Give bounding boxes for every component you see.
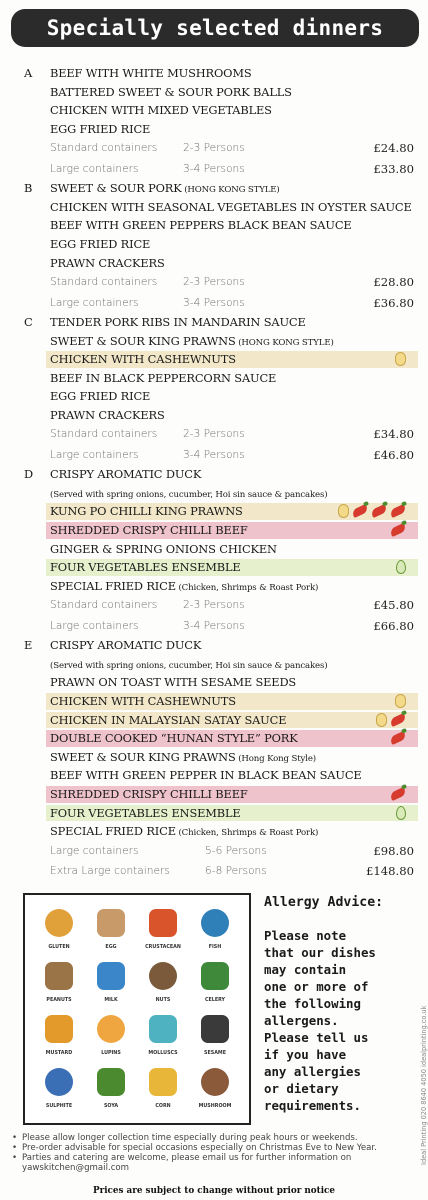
set-menu-b — [0, 179, 428, 313]
dish-text — [50, 198, 412, 217]
chilli-icon — [370, 504, 388, 518]
menu-dish — [0, 332, 428, 351]
menu-dish — [0, 692, 428, 711]
celery-icon — [201, 962, 229, 990]
allergen-label: PEANUTS — [46, 998, 72, 1003]
dish-text — [50, 484, 327, 505]
dish-text — [50, 120, 150, 139]
dish-name: PRAWN CRACKERS — [50, 255, 165, 270]
menu-dish — [0, 406, 428, 425]
menu-dish — [0, 254, 428, 273]
serving-size: 2-3 Persons — [183, 276, 245, 289]
dish-text — [50, 406, 165, 425]
dish-name: CHICKEN WITH CASHEWNUTS — [50, 352, 236, 367]
shell-icon — [149, 1015, 177, 1043]
container-size: Standard containers — [50, 276, 158, 289]
price: £28.80 — [373, 275, 414, 290]
milk-icon — [97, 962, 125, 990]
chilli-icon — [389, 713, 407, 727]
dish-text — [50, 577, 318, 598]
menu-dish — [0, 369, 428, 388]
menu-dish — [0, 558, 428, 577]
dish-icons — [396, 806, 406, 821]
printer-credit — [415, 1005, 428, 1168]
mushroom-icon — [201, 1068, 229, 1096]
leaf-icon — [396, 560, 406, 574]
dish-text — [50, 822, 318, 843]
menu-dish — [0, 235, 428, 254]
peanut-icon — [45, 962, 73, 990]
allergy-advice — [264, 895, 424, 1114]
dish-name: SWEET & SOUR PORK — [50, 181, 182, 196]
allergen-label: SESAME — [204, 1051, 226, 1056]
fish-icon — [201, 909, 229, 937]
allergen-item — [137, 905, 189, 958]
chilli-icon — [389, 731, 407, 745]
dish-name: BATTERED SWEET & SOUR PORK BALLS — [50, 84, 292, 99]
allergen-item — [85, 1011, 137, 1064]
allergen-label: MILK — [104, 998, 118, 1003]
price: £36.80 — [373, 295, 414, 310]
menu-dish — [0, 484, 428, 503]
allergen-chart — [23, 893, 251, 1125]
dish-name: BEEF WITH GREEN PEPPER IN BLACK BEAN SAUCE — [50, 768, 362, 783]
price: £34.80 — [373, 427, 414, 442]
mustard-icon — [45, 1015, 73, 1043]
dish-icons — [390, 731, 406, 746]
menu-dish — [0, 64, 428, 83]
menu-dish — [0, 729, 428, 748]
dish-name: EGG FRIED RICE — [50, 121, 151, 136]
walnut-icon — [149, 962, 177, 990]
dish-text — [50, 502, 243, 521]
allergen-label: EGG — [105, 945, 117, 950]
dish-text — [50, 540, 277, 559]
allergen-label: CRUSTACEAN — [145, 945, 181, 950]
dish-text — [50, 387, 150, 406]
menu-dish — [0, 502, 428, 521]
dish-name: SWEET & SOUR KING PRAWNS — [50, 749, 236, 764]
dish-name: CHICKEN IN MALAYSIAN SATAY SAUCE — [50, 712, 287, 727]
dish-text — [50, 785, 248, 804]
dish-name: GINGER & SPRING ONIONS CHICKEN — [50, 541, 277, 556]
menu-dish — [0, 521, 428, 540]
allergen-item — [137, 1011, 189, 1064]
menu-dish — [0, 766, 428, 785]
dish-text — [50, 465, 201, 484]
set-menu-list — [0, 64, 428, 882]
price-row — [0, 424, 428, 444]
allergen-label: SULPHITE — [45, 1104, 73, 1109]
price: £46.80 — [373, 447, 414, 462]
dish-text — [50, 254, 165, 273]
allergen-grid — [33, 905, 243, 1117]
seed-icon — [201, 1015, 229, 1043]
set-letter: E — [24, 638, 33, 653]
set-menu-d — [0, 465, 428, 636]
container-size: Standard containers — [50, 599, 158, 612]
dish-name: PRAWN ON TOAST WITH SESAME SEEDS — [50, 675, 297, 690]
price: £66.80 — [373, 618, 414, 633]
dish-text — [50, 521, 248, 540]
allergy-advice-heading: Allergy Advice: — [264, 895, 384, 910]
dish-name: FOUR VEGETABLES ENSEMBLE — [50, 805, 241, 820]
dish-text — [50, 101, 272, 120]
dish-name: CHICKEN WITH CASHEWNUTS — [50, 693, 236, 708]
set-menu-c — [0, 313, 428, 465]
dish-name: SPECIAL FRIED RICE — [50, 824, 176, 839]
container-size: Standard containers — [50, 428, 158, 441]
dish-name: EGG FRIED RICE — [50, 236, 151, 251]
dish-icons — [390, 523, 406, 538]
allergy-advice-body: Please note that our dishes may contain one or more of the following allergens. Please tell us if you have any allergies or dietary requirements. — [264, 928, 376, 1113]
allergen-item — [85, 958, 137, 1011]
dish-note: (Chicken, Shrimps & Roast Pork) — [175, 582, 319, 593]
price-disclaimer: Prices are subject to change without prior notice — [92, 1186, 336, 1196]
dish-text — [50, 804, 241, 823]
dish-text — [50, 558, 241, 577]
dish-text — [50, 692, 236, 711]
menu-dish — [0, 748, 428, 767]
dish-icons — [395, 694, 406, 709]
price: £45.80 — [373, 598, 414, 613]
menu-dish — [0, 216, 428, 235]
dish-text — [50, 235, 150, 254]
allergen-item — [137, 1064, 189, 1117]
serving-size: 5-6 Persons — [205, 844, 267, 857]
set-letter: C — [24, 314, 33, 329]
allergen-item — [33, 905, 85, 958]
allergen-label: SOYA — [103, 1104, 119, 1109]
egg-icon — [97, 909, 125, 937]
chilli-icon — [351, 504, 369, 518]
dish-text — [50, 332, 334, 353]
dish-text — [50, 766, 362, 785]
menu-dish — [0, 673, 428, 692]
dish-name: CHICKEN WITH SEASONAL VEGETABLES IN OYSTER SAUCE — [50, 199, 412, 214]
menu-dish — [0, 465, 428, 484]
dish-text — [50, 748, 316, 769]
dish-name: EGG FRIED RICE — [50, 389, 151, 404]
dish-name: CRISPY AROMATIC DUCK — [50, 638, 202, 653]
price: £148.80 — [366, 864, 414, 879]
price: £33.80 — [373, 161, 414, 176]
chilli-icon — [389, 504, 407, 518]
allergen-label: LUPINS — [101, 1051, 121, 1056]
allergen-item — [85, 905, 137, 958]
allergen-item — [189, 1011, 241, 1064]
menu-dish — [0, 83, 428, 102]
container-size: Large containers — [50, 162, 139, 175]
serving-size: 3-4 Persons — [183, 619, 245, 632]
menu-dish — [0, 711, 428, 730]
menu-dish — [0, 313, 428, 332]
lupin-icon — [97, 1015, 125, 1043]
dish-text — [50, 179, 280, 200]
dish-name: CHICKEN WITH MIXED VEGETABLES — [50, 103, 272, 118]
wheat-icon — [45, 909, 73, 937]
ordering-note: • Pre-order advisable for special occasions especially on Christmas Eve to New Year. — [10, 1143, 410, 1153]
printer-credit-text: Ideal Printing 020 8640 4050 idealprinting.co.uk — [420, 1005, 428, 1165]
dish-text — [50, 369, 276, 388]
price: £98.80 — [373, 843, 414, 858]
menu-dish — [0, 636, 428, 655]
menu-dish — [0, 120, 428, 139]
dish-name: SPECIAL FRIED RICE — [50, 578, 176, 593]
ordering-note: • Please allow longer collection time especially during peak hours or weekends. — [10, 1133, 410, 1143]
dish-text — [50, 313, 306, 332]
menu-dish — [0, 179, 428, 198]
serving-size: 2-3 Persons — [183, 142, 245, 155]
dish-text — [50, 655, 327, 676]
dish-icons — [338, 504, 406, 519]
dish-note: (Served with spring onions, cucumber, Hoi sin sauce & pancakes) — [50, 489, 328, 500]
allergen-item — [137, 958, 189, 1011]
menu-section-title: Specially selected dinners — [11, 9, 419, 47]
chilli-icon — [389, 523, 407, 537]
container-size: Standard containers — [50, 142, 158, 155]
dish-icons — [390, 787, 406, 802]
set-letter: B — [24, 181, 33, 196]
dish-name: SHREDDED CRISPY CHILLI BEEF — [50, 786, 248, 801]
nut-icon — [395, 352, 406, 366]
dish-text — [50, 673, 296, 692]
allergen-label: CELERY — [204, 998, 226, 1003]
dish-icons — [376, 713, 406, 728]
menu-dish — [0, 387, 428, 406]
flask-icon — [45, 1068, 73, 1096]
menu-dish — [0, 350, 428, 369]
dish-text — [50, 729, 298, 748]
dish-name: BEEF WITH WHITE MUSHROOMS — [50, 66, 252, 80]
container-size: Extra Large containers — [50, 865, 170, 878]
menu-dish — [0, 822, 428, 841]
nut-icon — [395, 694, 406, 708]
menu-dish — [0, 577, 428, 596]
set-menu-e — [0, 636, 428, 881]
allergen-label: MUSTARD — [45, 1051, 73, 1056]
serving-size: 6-8 Persons — [205, 865, 267, 878]
allergen-item — [85, 1064, 137, 1117]
set-menu-a — [0, 64, 428, 179]
dish-name: BEEF IN BLACK PEPPERCORN SAUCE — [50, 370, 277, 385]
menu-dish — [0, 198, 428, 217]
allergen-label: NUTS — [155, 998, 171, 1003]
set-letter: D — [24, 467, 34, 482]
price-row — [0, 595, 428, 615]
dish-icons — [395, 352, 406, 367]
price-row — [0, 293, 428, 313]
serving-size: 3-4 Persons — [183, 448, 245, 461]
dish-name: TENDER PORK RIBS IN MANDARIN SAUCE — [50, 314, 306, 329]
price-row — [0, 841, 428, 861]
dish-icons — [396, 560, 406, 575]
serving-size: 3-4 Persons — [183, 296, 245, 309]
dish-name: BEEF WITH GREEN PEPPERS BLACK BEAN SAUCE — [50, 218, 352, 233]
corn-icon — [149, 1068, 177, 1096]
serving-size: 2-3 Persons — [183, 599, 245, 612]
allergen-label: GLUTEN — [48, 945, 70, 950]
dish-name: SWEET & SOUR KING PRAWNS — [50, 333, 236, 348]
allergen-label: FISH — [208, 945, 222, 950]
allergen-item — [33, 1011, 85, 1064]
allergen-item — [189, 1064, 241, 1117]
dish-note: (Chicken, Shrimps & Roast Pork) — [175, 828, 319, 839]
dish-name: FOUR VEGETABLES ENSEMBLE — [50, 560, 241, 575]
dish-note: (Served with spring onions, cucumber, Hoi sin sauce & pancakes) — [50, 660, 328, 671]
leaf-icon — [396, 806, 406, 820]
dish-text — [50, 64, 252, 83]
allergen-label: MUSHROOM — [198, 1104, 232, 1109]
crayfish-icon — [149, 909, 177, 937]
dish-note: (Hong Kong Style) — [235, 753, 316, 764]
allergen-item — [33, 1064, 85, 1117]
serving-size: 2-3 Persons — [183, 428, 245, 441]
price-row — [0, 138, 428, 158]
price-row — [0, 159, 428, 179]
dish-text — [50, 711, 286, 730]
menu-dish — [0, 101, 428, 120]
menu-dish — [0, 785, 428, 804]
nut-icon — [338, 504, 349, 518]
dish-text — [50, 83, 292, 102]
container-size: Large containers — [50, 296, 139, 309]
dish-name: SHREDDED CRISPY CHILLI BEEF — [50, 523, 248, 538]
allergen-item — [189, 905, 241, 958]
serving-size: 3-4 Persons — [183, 162, 245, 175]
price-row — [0, 616, 428, 636]
container-size: Large containers — [50, 619, 139, 632]
container-size: Large containers — [50, 844, 139, 857]
dish-text — [50, 636, 201, 655]
dish-text — [50, 350, 236, 369]
dish-name: KUNG PO CHILLI KING PRAWNS — [50, 504, 243, 519]
chilli-icon — [389, 787, 407, 801]
container-size: Large containers — [50, 448, 139, 461]
price: £24.80 — [373, 141, 414, 156]
dish-name: DOUBLE COOKED “HUNAN STYLE” PORK — [50, 731, 298, 746]
menu-dish — [0, 804, 428, 823]
dish-name: CRISPY AROMATIC DUCK — [50, 467, 202, 482]
menu-dish — [0, 540, 428, 559]
nut-icon — [376, 713, 387, 727]
dish-name: PRAWN CRACKERS — [50, 407, 165, 422]
menu-dish — [0, 655, 428, 674]
price-row — [0, 272, 428, 292]
dish-note: (HONG KONG STYLE) — [181, 185, 280, 196]
price-row — [0, 445, 428, 465]
set-letter: A — [24, 66, 33, 80]
soybean-icon — [97, 1068, 125, 1096]
allergen-item — [33, 958, 85, 1011]
ordering-note: • Parties and catering are welcome, please email us for further information on yawskitchen@gmail.com — [10, 1153, 410, 1173]
allergen-label: MOLLUSCS — [148, 1051, 178, 1056]
dish-text — [50, 216, 352, 235]
allergen-item — [189, 958, 241, 1011]
ordering-notes — [10, 1133, 410, 1173]
dish-note: (HONG KONG STYLE) — [235, 337, 334, 348]
price-row — [0, 861, 428, 881]
allergen-label: CORN — [155, 1104, 171, 1109]
